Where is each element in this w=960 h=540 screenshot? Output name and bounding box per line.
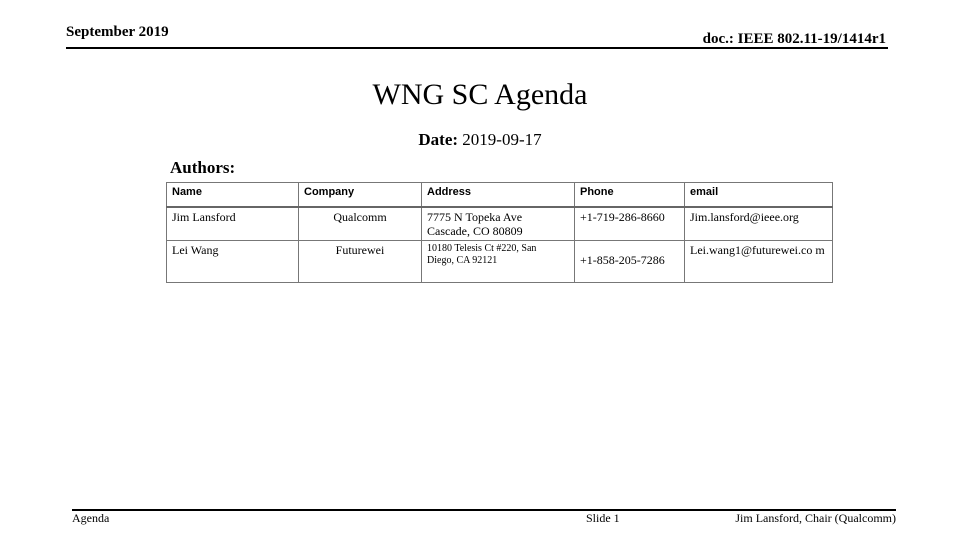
column-header-name: Name bbox=[167, 183, 299, 208]
column-header-address: Address bbox=[422, 183, 575, 208]
slide-number: Slide 1 bbox=[586, 511, 620, 525]
table-row bbox=[167, 207, 833, 241]
table-row bbox=[167, 241, 833, 283]
author-address bbox=[422, 241, 575, 283]
author-phone: +1-858-205-7286 bbox=[575, 241, 685, 283]
address-line: 7775 N Topeka Ave bbox=[427, 210, 523, 224]
column-header-company: Company bbox=[299, 183, 422, 208]
author-email: Lei.wang1@futurewei.co m bbox=[685, 241, 833, 283]
address-line: Cascade, CO 80809 bbox=[427, 224, 523, 238]
header-divider bbox=[66, 47, 888, 49]
footer-topic: Agenda bbox=[72, 511, 110, 525]
author-email: Jim.lansford@ieee.org bbox=[685, 207, 833, 241]
header-doc-id: doc.: IEEE 802.11-19/1414r1 bbox=[702, 31, 886, 47]
authors-label: Authors: bbox=[170, 158, 236, 177]
author-name: Jim Lansford bbox=[167, 207, 299, 241]
date-label: Date: bbox=[418, 130, 459, 149]
author-company: Qualcomm bbox=[299, 207, 422, 241]
author-address bbox=[422, 207, 575, 241]
table-header-row bbox=[167, 183, 833, 208]
column-header-phone: Phone bbox=[575, 183, 685, 208]
footer-author: Jim Lansford, Chair (Qualcomm) bbox=[735, 511, 896, 525]
date-value: 2019-09-17 bbox=[462, 130, 542, 149]
address-line: 10180 Telesis Ct #220, San bbox=[427, 243, 537, 254]
author-name: Lei Wang bbox=[167, 241, 299, 283]
address-line: Diego, CA 92121 bbox=[427, 255, 498, 266]
column-header-email: email bbox=[685, 183, 833, 208]
author-company: Futurewei bbox=[299, 241, 422, 283]
slide-title: WNG SC Agenda bbox=[372, 78, 588, 111]
header-date: September 2019 bbox=[66, 24, 169, 40]
authors-table bbox=[166, 182, 833, 283]
date-line bbox=[0, 130, 960, 150]
author-phone: +1-719-286-8660 bbox=[575, 207, 685, 241]
